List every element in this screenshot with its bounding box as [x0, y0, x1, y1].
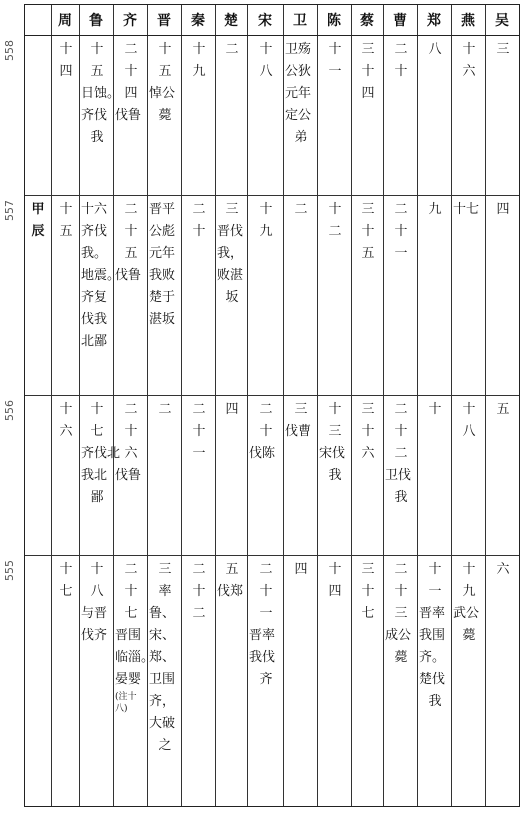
record-line: 五: [158, 64, 172, 79]
record-line: 三: [496, 42, 510, 57]
record-line: 二: [294, 202, 308, 217]
record-cell: [451, 555, 485, 806]
record-cell: [383, 555, 417, 806]
record-line: 十: [259, 42, 273, 57]
record-cell: [283, 555, 317, 806]
record-line: 十: [328, 202, 342, 217]
header-state: 吴: [495, 13, 509, 29]
record-line: 伐鲁: [115, 268, 142, 283]
record-line: 二: [394, 42, 408, 57]
record-line: 晏婴: [115, 672, 142, 687]
record-line: 我，: [217, 246, 244, 261]
record-line: 我败: [149, 268, 176, 283]
record-line: 二: [124, 42, 138, 57]
record-cell: [485, 35, 519, 195]
record-line: 齐复: [81, 290, 108, 305]
record-line: 八: [462, 424, 476, 439]
record-line: 一: [394, 246, 408, 261]
ganzhi-cell: [25, 555, 51, 806]
record-cell: [417, 555, 451, 806]
record-line: 十: [259, 584, 273, 599]
record-line: 三: [361, 202, 375, 217]
record-line: 十: [59, 562, 73, 577]
record-line: 十: [124, 584, 138, 599]
record-line: 元年: [285, 86, 312, 101]
record-cell: [351, 555, 383, 806]
record-line: 十: [428, 562, 442, 577]
record-cell: [215, 555, 247, 806]
record-cell: [147, 395, 181, 555]
year-label: 558: [3, 40, 16, 61]
record-cell: [79, 395, 121, 555]
record-line: 十: [158, 42, 172, 57]
record-line: 四: [328, 584, 342, 599]
record-line: 六: [462, 64, 476, 79]
record-cell: [283, 395, 317, 555]
record-cell: [351, 395, 383, 555]
record-line: 武公: [453, 606, 480, 621]
record-line: 五: [361, 246, 375, 261]
record-line: 二: [259, 562, 273, 577]
record-line: 三: [225, 202, 239, 217]
record-line: 之: [158, 738, 172, 753]
record-line: 十: [361, 424, 375, 439]
record-line: 五: [90, 64, 104, 79]
record-cell: [417, 395, 451, 555]
record-line: 十: [361, 584, 375, 599]
header-state: 楚: [224, 13, 238, 29]
record-line: 公狄: [285, 64, 312, 79]
record-line: 十: [124, 64, 138, 79]
record-line: 五: [496, 402, 510, 417]
record-line: 八: [259, 64, 273, 79]
record-cell: [113, 35, 147, 195]
record-line: 我围: [419, 628, 446, 643]
record-cell: [181, 555, 215, 806]
record-cell: [451, 395, 485, 555]
record-line: 五: [59, 224, 73, 239]
record-line: 二: [394, 202, 408, 217]
record-line: 一: [428, 584, 442, 599]
record-line: 我北: [81, 468, 108, 483]
record-cell: [181, 395, 215, 555]
record-line: 与晋: [81, 606, 108, 621]
record-line: 二: [328, 224, 342, 239]
record-cell: [317, 195, 351, 395]
record-line: 十: [192, 584, 206, 599]
record-cell: [113, 195, 147, 395]
record-line: 二: [394, 446, 408, 461]
year-label: 557: [3, 200, 16, 221]
record-cell: [79, 195, 121, 395]
record-line: 十: [192, 42, 206, 57]
record-line: 我。: [81, 246, 108, 261]
record-line: 楚伐: [419, 672, 446, 687]
record-line: 十: [394, 424, 408, 439]
header-state: 卫: [293, 13, 307, 29]
record-line: 二: [225, 42, 239, 57]
record-line: 二: [192, 606, 206, 621]
record-line: 五: [124, 246, 138, 261]
record-cell: [51, 195, 79, 395]
record-line: 六: [59, 424, 73, 439]
header-state: 周: [58, 13, 72, 29]
record-line: 十: [428, 402, 442, 417]
record-line: 八: [90, 584, 104, 599]
header-state: 燕: [461, 13, 475, 29]
record-line: 卫围: [149, 672, 176, 687]
record-line: 十: [259, 424, 273, 439]
record-line: 鄙: [90, 490, 104, 505]
record-line: 齐，: [149, 694, 176, 709]
record-line: 伐齐: [81, 628, 108, 643]
record-cell: [51, 35, 79, 195]
record-line: 北鄙: [81, 334, 108, 349]
record-line: 十: [394, 584, 408, 599]
record-line: 四: [59, 64, 73, 79]
record-line: 四: [294, 562, 308, 577]
record-line: 三: [394, 606, 408, 621]
record-line: 大破: [149, 716, 176, 731]
record-line: 六: [361, 446, 375, 461]
record-cell: [215, 35, 247, 195]
record-cell: [113, 395, 147, 555]
record-line: 卫殇: [285, 42, 312, 57]
record-cell: [417, 195, 451, 395]
record-cell: [485, 195, 519, 395]
record-cell: [51, 395, 79, 555]
record-line: 九: [192, 64, 206, 79]
record-line: (注十: [115, 692, 137, 702]
record-line: 卫伐: [385, 468, 412, 483]
record-cell: [147, 195, 181, 395]
record-line: 宋伐: [319, 446, 346, 461]
header-corner: [25, 5, 51, 35]
record-line: 十: [361, 64, 375, 79]
record-line: 二: [124, 402, 138, 417]
ganzhi-char: 甲: [31, 202, 45, 217]
record-line: 伐曹: [285, 424, 312, 439]
record-line: 晋伐: [217, 224, 244, 239]
record-cell: [417, 35, 451, 195]
record-line: 湛坂: [149, 312, 176, 327]
record-line: 十: [59, 42, 73, 57]
record-line: 九: [428, 202, 442, 217]
record-cell: [317, 555, 351, 806]
record-cell: [485, 555, 519, 806]
record-line: 十: [90, 402, 104, 417]
record-line: 我: [328, 468, 342, 483]
record-line: 齐伐: [81, 224, 108, 239]
ganzhi-char: 辰: [31, 224, 45, 239]
record-line: 我伐: [249, 650, 276, 665]
header-state: 晋: [157, 13, 171, 29]
record-line: 楚于: [149, 290, 176, 305]
record-line: 七: [124, 606, 138, 621]
record-cell: [79, 555, 113, 806]
record-line: 七: [59, 584, 73, 599]
record-line: 五: [225, 562, 239, 577]
record-line: 七: [90, 424, 104, 439]
record-line: 晋率: [419, 606, 446, 621]
record-line: 公彪: [149, 224, 176, 239]
record-cell: [451, 35, 485, 195]
record-line: 十: [90, 562, 104, 577]
record-line: 四: [124, 86, 138, 101]
record-cell: [51, 555, 79, 806]
record-line: 二: [394, 402, 408, 417]
record-cell: [147, 35, 181, 195]
record-line: 伐鲁: [115, 108, 142, 123]
record-line: 二: [124, 202, 138, 217]
record-line: 十: [124, 224, 138, 239]
record-line: 十: [90, 42, 104, 57]
record-cell: [283, 35, 317, 195]
record-line: 晋围: [115, 628, 142, 643]
record-line: 率: [158, 584, 172, 599]
record-cell: [383, 395, 417, 555]
ganzhi-cell: [25, 395, 51, 555]
record-line: 伐鲁: [115, 468, 142, 483]
header-state: 蔡: [360, 13, 374, 29]
record-line: 十: [59, 202, 73, 217]
record-cell: [383, 195, 417, 395]
ganzhi-cell: [25, 195, 51, 395]
year-label: 556: [3, 400, 16, 421]
record-line: 晋平: [149, 202, 176, 217]
record-line: 日蚀。: [81, 86, 121, 101]
record-line: 三: [158, 562, 172, 577]
record-cell: [317, 395, 351, 555]
record-line: 七: [361, 606, 375, 621]
header-state: 秦: [191, 13, 205, 29]
record-line: 败湛: [217, 268, 244, 283]
record-line: 八): [115, 704, 128, 714]
record-line: 十七: [453, 202, 480, 217]
record-line: 伐陈: [249, 446, 276, 461]
record-line: 十: [394, 64, 408, 79]
record-cell: [351, 195, 383, 395]
header-state: 齐: [123, 13, 137, 29]
record-line: 十: [394, 224, 408, 239]
record-line: 六: [124, 446, 138, 461]
record-cell: [247, 395, 283, 555]
record-cell: [317, 35, 351, 195]
record-cell: [451, 195, 485, 395]
record-line: 九: [462, 584, 476, 599]
record-line: 二: [192, 402, 206, 417]
record-line: 十六: [81, 202, 108, 217]
record-line: 晋率: [249, 628, 276, 643]
record-line: 成公: [385, 628, 412, 643]
record-cell: [247, 35, 283, 195]
record-cell: [247, 555, 283, 806]
record-line: 二: [259, 402, 273, 417]
record-cell: [79, 35, 121, 195]
record-line: 宋、: [149, 628, 176, 643]
record-line: 三: [361, 562, 375, 577]
record-cell: [181, 35, 215, 195]
record-line: 三: [361, 42, 375, 57]
record-line: 一: [192, 446, 206, 461]
record-cell: [283, 195, 317, 395]
record-line: 一: [328, 64, 342, 79]
record-line: 薨: [462, 628, 476, 643]
record-line: 三: [361, 402, 375, 417]
record-line: 三: [328, 424, 342, 439]
record-line: 郑、: [149, 650, 176, 665]
record-line: 齐伐: [81, 108, 108, 123]
record-line: 二: [192, 202, 206, 217]
record-line: 十: [124, 424, 138, 439]
record-line: 我: [90, 130, 104, 145]
record-line: 二: [192, 562, 206, 577]
record-line: 八: [428, 42, 442, 57]
header-state: 曹: [393, 13, 407, 29]
record-line: 六: [496, 562, 510, 577]
record-line: 九: [259, 224, 273, 239]
record-cell: [351, 35, 383, 195]
record-line: 十: [462, 42, 476, 57]
record-line: 薨: [394, 650, 408, 665]
record-cell: [181, 195, 215, 395]
record-line: 十: [259, 202, 273, 217]
record-line: 四: [225, 402, 239, 417]
record-line: 临淄。: [115, 650, 155, 665]
record-line: 鲁、: [149, 606, 176, 621]
record-cell: [113, 555, 155, 806]
record-line: 我: [394, 490, 408, 505]
record-line: 十: [192, 224, 206, 239]
record-line: 十: [192, 424, 206, 439]
record-cell: [215, 395, 247, 555]
record-line: 我: [428, 694, 442, 709]
record-line: 四: [496, 202, 510, 217]
record-cell: [215, 195, 247, 395]
record-line: 一: [259, 606, 273, 621]
header-state: 郑: [427, 13, 441, 29]
record-line: 坂: [225, 290, 239, 305]
record-line: 三: [294, 402, 308, 417]
record-line: 齐: [259, 672, 273, 687]
header-state: 鲁: [89, 13, 103, 29]
record-line: 十: [328, 42, 342, 57]
record-cell: [485, 395, 519, 555]
header-state: 陈: [327, 13, 341, 29]
record-line: 二: [158, 402, 172, 417]
ganzhi-cell: [25, 35, 51, 195]
record-line: 伐郑: [217, 584, 244, 599]
record-line: 定公: [285, 108, 312, 123]
record-line: 二: [124, 562, 138, 577]
record-cell: [383, 35, 417, 195]
record-cell: [247, 195, 283, 395]
record-line: 十: [59, 402, 73, 417]
record-line: 伐我: [81, 312, 108, 327]
record-line: 元年: [149, 246, 176, 261]
record-line: 十: [328, 562, 342, 577]
header-state: 宋: [258, 13, 272, 29]
record-line: 十: [462, 402, 476, 417]
record-cell: [147, 555, 181, 806]
record-line: 四: [361, 86, 375, 101]
record-line: 十: [462, 562, 476, 577]
record-line: 齐伐北: [81, 446, 121, 461]
record-line: 地震。: [81, 268, 121, 283]
record-line: 悼公: [149, 86, 176, 101]
year-label: 555: [3, 560, 16, 581]
record-line: 齐。: [419, 650, 446, 665]
record-line: 薨: [158, 108, 172, 123]
record-line: 二: [394, 562, 408, 577]
record-line: 十: [361, 224, 375, 239]
record-line: 十: [328, 402, 342, 417]
chronology-table: [24, 4, 520, 807]
record-line: 弟: [294, 130, 308, 145]
